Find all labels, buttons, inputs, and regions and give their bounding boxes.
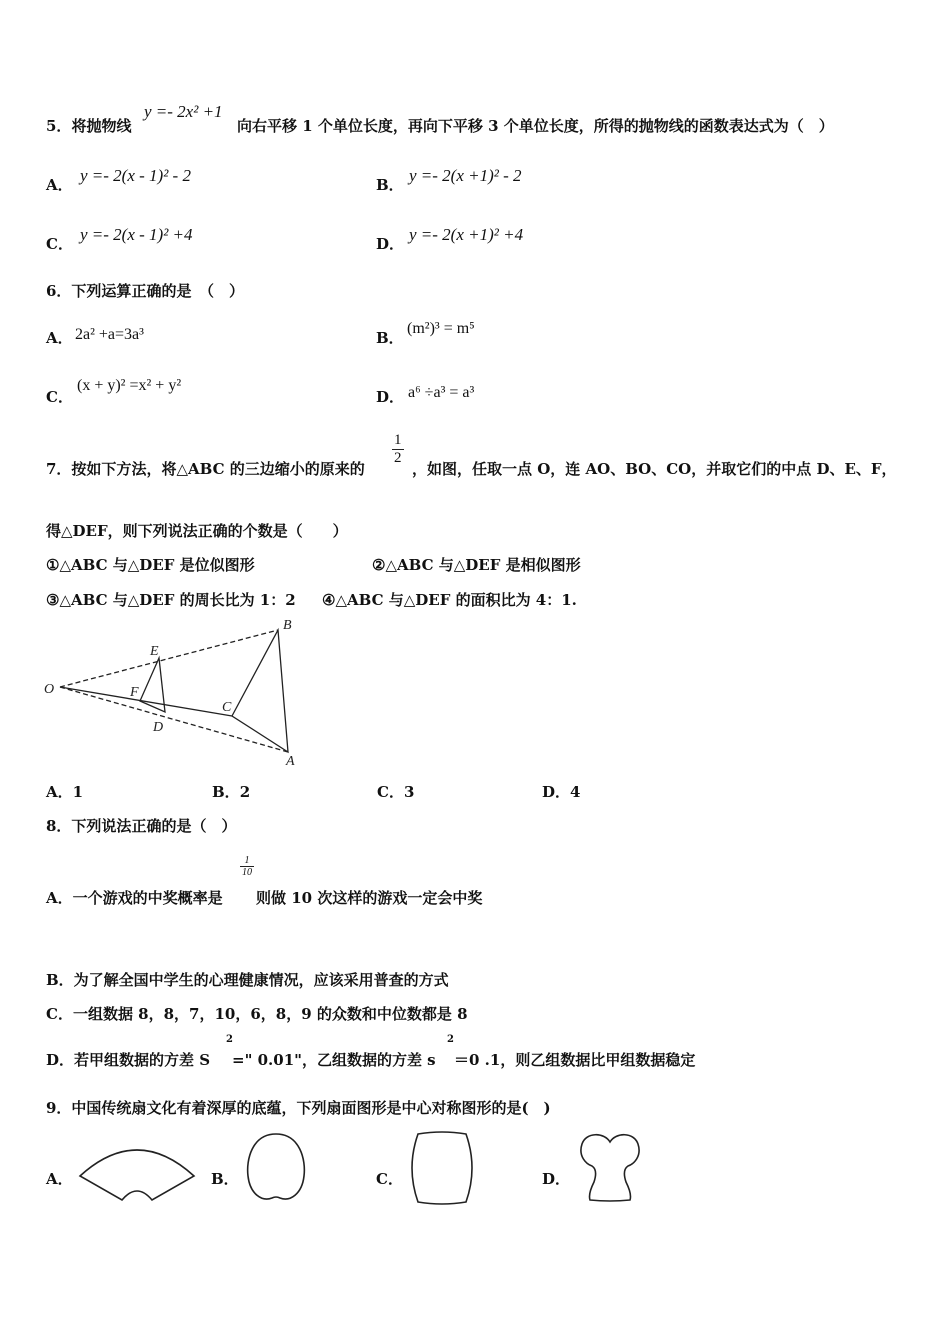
q6-option-d: a⁶ ÷a³ = a³ [408, 384, 475, 401]
q5-option-a-label: A． [46, 176, 73, 194]
q6-option-a: 2a² +a=3a³ [75, 326, 144, 343]
q9-option-c-label: C． [376, 1170, 403, 1188]
q7-option-c [377, 781, 414, 802]
q7-statement-3: ③△ABC 与△DEF 的周长比为 1：2 [46, 591, 296, 609]
q5-option-b: y =- 2(x +1)² - 2 [409, 166, 522, 185]
label-e: E [150, 644, 159, 659]
q8-option-b: B．为了解全国中学生的心理健康情况，应该采用普查的方式 [46, 971, 449, 989]
q5-stem [46, 115, 131, 136]
q8-frac-den: 10 [242, 867, 252, 878]
q7-option-a-label: A． [46, 783, 73, 801]
q5-stem-after: 向右平移 1 个单位长度，再向下平移 3 个单位长度，所得的抛物线的函数表达式为（ ） [237, 117, 834, 135]
q6-stem: 6．下列运算正确的是 （ ） [46, 282, 244, 300]
q7-figure [40, 612, 310, 770]
q7-option-c-text: 3 [403, 783, 415, 801]
q7-option-a-text: 1 [72, 783, 84, 801]
q5-option-b-label: B． [376, 176, 404, 194]
q8-option-d-sup1: 2 [226, 1034, 233, 1045]
q5-stem-math: y =- 2x² +1 [144, 102, 223, 121]
egg-shape-icon [242, 1130, 310, 1206]
q9-option-a-label: A． [46, 1170, 73, 1188]
fan-sector-icon [76, 1138, 198, 1204]
q8-option-a-after: 则做 10 次这样的游戏一定会中奖 [256, 889, 483, 907]
q8-option-d-sup2: 2 [447, 1034, 454, 1045]
triangle-abc [232, 630, 288, 752]
q7-stem-line2: 得△DEF，则下列说法正确的个数是（ ） [46, 522, 348, 540]
label-f: F [130, 685, 139, 700]
q7-option-c-label: C． [377, 783, 404, 801]
label-o: O [44, 682, 55, 697]
q7-fraction [392, 432, 404, 467]
q5-option-d-label: D． [376, 235, 405, 253]
q5-option-c: y =- 2(x - 1)² +4 [80, 225, 193, 244]
q8-option-a-fraction [240, 855, 254, 878]
q5-option-a: y =- 2(x - 1)² - 2 [80, 166, 191, 185]
q6-option-d-label: D． [376, 388, 405, 406]
q7-statement-2: ②△ABC 与△DEF 是相似图形 [372, 556, 581, 574]
q8-option-d-part2: =" 0.01"，乙组数据的方差 s [232, 1051, 436, 1069]
q8-stem: 8．下列说法正确的是（ ） [46, 817, 237, 835]
q8-option-d-part1: D．若甲组数据的方差 S [46, 1051, 211, 1069]
q5-number: 5． [46, 117, 72, 135]
q5-stem-before: 将抛物线 [71, 117, 132, 135]
q8-frac-num: 1 [240, 855, 254, 867]
q7-option-b [212, 781, 250, 802]
q6-option-c: (x + y)² =x² + y² [77, 377, 182, 394]
q8-option-c: C．一组数据 8，8，7，10，6，8，9 的众数和中位数都是 8 [46, 1005, 468, 1023]
q6-option-b: (m²)³ = m⁵ [407, 320, 475, 337]
q7-stem-before: 7．按如下方法，将△ABC 的三边缩小的原来的 [46, 460, 365, 478]
line-o-a [60, 687, 288, 752]
q7-option-b-label: B． [212, 783, 240, 801]
label-a: A [286, 754, 295, 769]
q7-stem-after: ，如图，任取一点 O，连 AO、BO、CO，并取它们的中点 D、E、F， [412, 460, 897, 478]
line-o-b [60, 630, 278, 687]
q9-option-d-label: D． [542, 1170, 571, 1188]
q7-option-d-label: D． [542, 783, 571, 801]
label-d: D [153, 720, 164, 735]
q8-option-a-before: A．一个游戏的中奖概率是 [46, 889, 223, 907]
q5-option-d: y =- 2(x +1)² +4 [409, 225, 524, 244]
q7-option-a [46, 781, 83, 802]
label-b: B [283, 618, 292, 633]
barrel-shape-icon [404, 1128, 480, 1208]
q6-option-c-label: C． [46, 388, 73, 406]
q6-option-b-label: B． [376, 329, 404, 347]
q7-option-d [542, 781, 580, 802]
q7-statement-4: ④△ABC 与△DEF 的面积比为 4：1. [322, 591, 577, 609]
q5-option-c-label: C． [46, 235, 73, 253]
q9-option-b-label: B． [211, 1170, 239, 1188]
q6-option-a-label: A． [46, 329, 73, 347]
q9-stem: 9．中国传统扇文化有着深厚的底蕴，下列扇面图形是中心对称图形的是( ) [46, 1099, 551, 1117]
label-c: C [222, 700, 232, 715]
q7-option-b-text: 2 [239, 783, 251, 801]
q8-option-d-part3: ＝0 .1，则乙组数据比甲组数据稳定 [454, 1051, 696, 1069]
cloud-shape-icon [574, 1130, 646, 1206]
q7-frac-num: 1 [394, 432, 402, 448]
q7-option-d-text: 4 [570, 783, 581, 801]
q7-frac-den: 2 [394, 450, 402, 466]
q7-statement-1: ①△ABC 与△DEF 是位似图形 [46, 556, 255, 574]
